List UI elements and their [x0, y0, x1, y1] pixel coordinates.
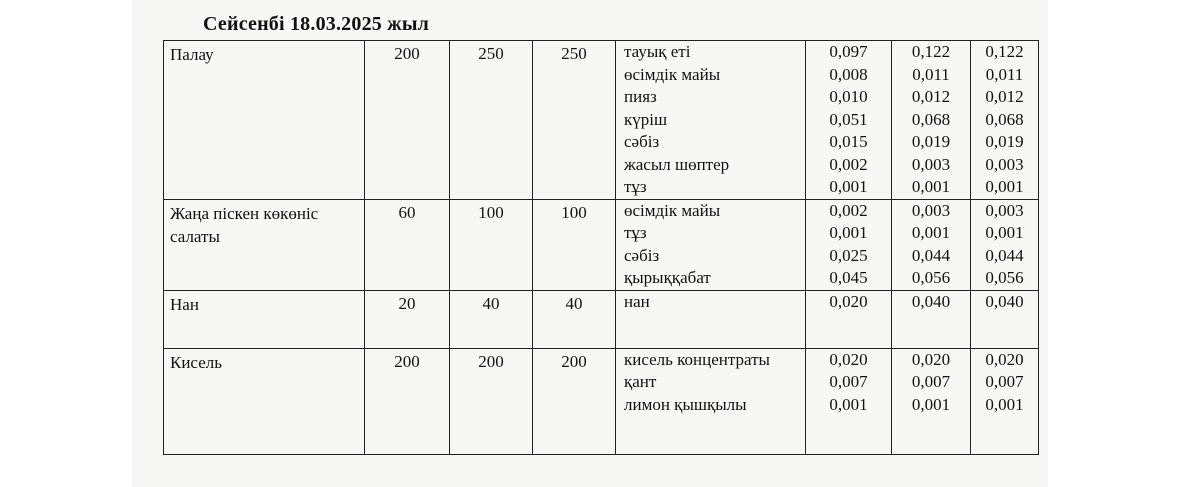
quantity-3: 100 — [533, 199, 616, 290]
amount-2-cell — [892, 199, 971, 290]
ingredient-name: өсімдік майы — [624, 200, 721, 220]
quantity-3: 250 — [533, 41, 616, 200]
quantity-3: 40 — [533, 290, 616, 348]
amount-value: 0,001 — [911, 223, 951, 242]
amount-value: 0,097 — [829, 42, 868, 61]
table-row — [164, 290, 1039, 348]
amount-value: 0,068 — [985, 109, 1024, 129]
quantity-2: 40 — [450, 290, 533, 348]
amount-3-cell — [971, 41, 1039, 200]
amount-value: 0,020 — [829, 291, 868, 311]
quantity-3: 200 — [533, 348, 616, 454]
quantity-2: 100 — [450, 199, 533, 290]
ingredients-cell — [616, 41, 806, 200]
ingredients-cell — [616, 199, 806, 290]
page-title: Сейсенбі 18.03.2025 жыл — [203, 13, 430, 35]
amount-value: 0,044 — [985, 245, 1024, 265]
ingredient-name: қырыққабат — [624, 268, 711, 287]
ingredient-name: қант — [624, 372, 657, 391]
amount-value: 0,068 — [911, 109, 951, 129]
amount-1-cell — [806, 199, 892, 290]
amount-value: 0,008 — [829, 64, 868, 84]
amount-value: 0,001 — [829, 223, 868, 242]
amount-value: 0,002 — [829, 200, 868, 220]
amount-value: 0,020 — [985, 349, 1024, 369]
ingredient-name: кисель концентраты — [624, 349, 770, 369]
ingredient-name: нан — [624, 291, 650, 311]
amount-value: 0,020 — [829, 349, 868, 369]
quantity-1: 60 — [365, 199, 450, 290]
amount-value: 0,007 — [829, 372, 868, 391]
ingredient-name: сәбіз — [624, 132, 660, 151]
amount-1-cell — [806, 41, 892, 200]
dish-name: Кисель — [164, 348, 365, 454]
amount-value: 0,001 — [829, 177, 868, 196]
amount-value: 0,056 — [911, 268, 951, 287]
amount-value: 0,122 — [911, 42, 951, 61]
ingredient-name: өсімдік майы — [624, 64, 721, 84]
amount-3-cell — [971, 199, 1039, 290]
amount-value: 0,015 — [829, 132, 868, 151]
amount-value: 0,001 — [985, 394, 1024, 414]
ingredient-name: сәбіз — [624, 245, 660, 265]
amount-value: 0,001 — [911, 394, 951, 414]
amount-value: 0,003 — [911, 200, 951, 220]
amount-2-cell — [892, 290, 971, 348]
ingredient-name: жасыл шөптер — [624, 154, 730, 174]
quantity-1: 200 — [365, 41, 450, 200]
ingredient-name: тұз — [624, 223, 647, 242]
ingredient-name: тауық еті — [624, 42, 691, 61]
ingredients-cell — [616, 348, 806, 454]
ingredient-name: күріш — [624, 109, 668, 129]
amount-2-cell — [892, 41, 971, 200]
table-row — [164, 348, 1039, 454]
table-row — [164, 199, 1039, 290]
amount-value: 0,045 — [829, 268, 868, 287]
amount-value: 0,003 — [985, 200, 1024, 220]
amount-value: 0,001 — [985, 177, 1024, 196]
amount-value: 0,003 — [911, 154, 951, 174]
dish-name: Палау — [164, 41, 365, 200]
amount-3-cell — [971, 348, 1039, 454]
amount-value: 0,020 — [911, 349, 951, 369]
amount-value: 0,122 — [985, 42, 1024, 61]
dish-name: Жаңа піскен көкөніс салаты — [164, 199, 365, 290]
amount-value: 0,007 — [985, 372, 1024, 391]
table-row — [164, 41, 1039, 200]
amount-value: 0,001 — [985, 223, 1024, 242]
amount-3-cell — [971, 290, 1039, 348]
dish-name: Нан — [164, 290, 365, 348]
amount-value: 0,019 — [911, 132, 951, 151]
amount-1-cell — [806, 290, 892, 348]
amount-value: 0,011 — [985, 64, 1024, 84]
amount-value: 0,010 — [829, 87, 868, 106]
amount-1-cell — [806, 348, 892, 454]
ingredient-name: тұз — [624, 177, 647, 196]
amount-value: 0,001 — [829, 394, 868, 414]
ingredient-name: лимон қышқылы — [624, 394, 747, 414]
amount-value: 0,002 — [829, 154, 868, 174]
quantity-2: 200 — [450, 348, 533, 454]
amount-value: 0,003 — [985, 154, 1024, 174]
amount-value: 0,040 — [985, 291, 1024, 311]
menu-table — [163, 40, 1039, 455]
amount-value: 0,019 — [985, 132, 1024, 151]
quantity-2: 250 — [450, 41, 533, 200]
amount-2-cell — [892, 348, 971, 454]
ingredients-cell — [616, 290, 806, 348]
ingredient-name: пияз — [624, 87, 657, 106]
amount-value: 0,001 — [911, 177, 951, 196]
amount-value: 0,025 — [829, 245, 868, 265]
quantity-1: 200 — [365, 348, 450, 454]
quantity-1: 20 — [365, 290, 450, 348]
amount-value: 0,007 — [911, 372, 951, 391]
amount-value: 0,011 — [912, 64, 950, 84]
amount-value: 0,044 — [911, 245, 951, 265]
amount-value: 0,012 — [911, 87, 951, 106]
amount-value: 0,040 — [911, 291, 951, 311]
amount-value: 0,051 — [829, 109, 868, 129]
amount-value: 0,012 — [985, 87, 1024, 106]
amount-value: 0,056 — [985, 268, 1024, 287]
